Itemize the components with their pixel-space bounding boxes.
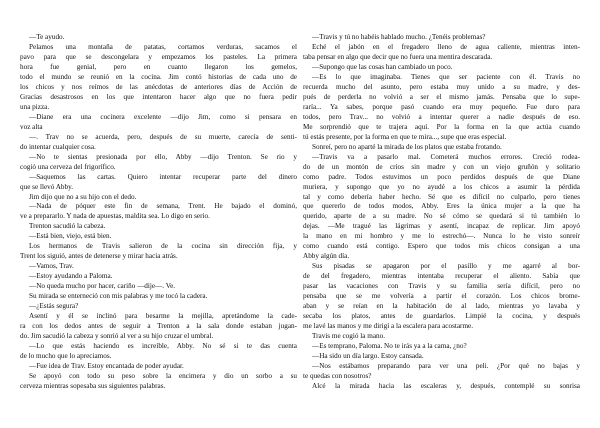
text-line: do. Jim sacudió la cabeza y sonrió al ver a su hijo cruzar el umbral. bbox=[20, 332, 214, 341]
text-line: pavo para que se descongelara y empezamos los pasteles. La primera bbox=[20, 52, 297, 61]
text-line: —Te ayudo. bbox=[29, 33, 65, 41]
text-line: Los hermanos de Travis salieron de la cocina sin dirección fija, y bbox=[29, 242, 297, 251]
text-line: Abby algún día. bbox=[303, 252, 350, 261]
text-line: hora fue genial, pero en cuanto llegaron los gemelos, bbox=[20, 62, 297, 71]
text-line: voz alta bbox=[20, 122, 43, 131]
text-line: Travis me cogió la mano. bbox=[312, 332, 385, 341]
text-line: Gracias desastrosos en los que intentaron hacer algo que no fuera pedir bbox=[20, 92, 297, 101]
text-line: Me sorprendió que te trajera aquí. Por la forma en la que actúa cuando bbox=[303, 122, 580, 131]
text-line: Asentí y él se inclinó para besarme la mejilla, apretándome la cade- bbox=[29, 312, 297, 321]
text-line: ra con los dedos antes de seguir a Trenton a la sala donde estaban jugan- bbox=[20, 322, 297, 331]
text-line: recuerda mucho del asunto, pero estaba muy unido a su madre, y des- bbox=[303, 82, 580, 91]
text-line: —¿Estás segura? bbox=[29, 302, 79, 311]
text-line: ve a prepararlo. Y nada de apuestas, maldita sea. Lo digo en serio. bbox=[20, 212, 210, 221]
text-line: —Fue idea de Trav. Estoy encantada de poder ayudar. bbox=[29, 361, 184, 370]
text-line: —Nos estábamos preparando para ver una peli. ¿Por qué no bajas y bbox=[312, 361, 580, 370]
text-line: tú estás presente, por la forma en que te mira..., supe que eras especial. bbox=[303, 132, 507, 141]
text-line: Eché el jabón en el fregadero lleno de agua caliente, mientras inten- bbox=[312, 42, 580, 51]
text-line: Sonreí, pero no aparté la mirada de los platos que estaba frotando. bbox=[312, 142, 502, 151]
text-line: pués de perderla no volvió a ser el mismo jamás. Pensaba que lo supe- bbox=[303, 92, 580, 101]
text-line: secaba los platos, antes de guardarlos. Limpié la cocina, y después bbox=[303, 312, 580, 321]
text-line: de lo mucho que lo apreciamos. bbox=[20, 352, 112, 360]
text-line: cogió una cerveza del frigorífico. bbox=[20, 162, 116, 171]
text-line: —. Trav no se acuerda, pero, después de su muerte, carecía de senti- bbox=[29, 132, 297, 141]
text-line: —Está bien, viejo, está bien. bbox=[29, 232, 112, 241]
text-line: taba pensar en algo que decir que no fuera una mentira descarada. bbox=[303, 52, 493, 61]
text-line: que se llevó Abby. bbox=[20, 182, 74, 191]
text-line: do de un montón de críos sin madre y con un viejo gruñón y solitario bbox=[303, 162, 580, 171]
text-line: muriera, y supongo que yo no ayudé a los chicos a asumir la pérdida bbox=[303, 182, 580, 191]
text-line: la mano en mi hombro y me lo estrechó—. Nunca lo he visto sonreír bbox=[303, 232, 580, 241]
text-line: —Travis y tú no habéis hablado mucho. ¿Tenéis problemas? bbox=[312, 33, 486, 41]
text-line: do intentar cualquier cosa. bbox=[20, 142, 96, 151]
text-line: aban y se reían en la habitación de al lado, mientras yo lavaba y bbox=[303, 302, 580, 311]
text-line: una pizza. bbox=[20, 102, 50, 111]
right-page bbox=[303, 33, 580, 423]
text-line: te quedas con nosotros? bbox=[303, 371, 372, 380]
text-line: todo el mundo se reunió en la cocina. Jim contó historias de cada uno de bbox=[20, 72, 297, 81]
text-line: como padre. Todos estuvimos un poco perdidos después de que Diane bbox=[303, 172, 580, 181]
text-line: querido, aparte de a su madre. No sé cómo se quedará si tú también lo bbox=[303, 212, 580, 221]
text-line: Trenton sacudió la cabeza. bbox=[29, 222, 106, 231]
text-line: que quererlo de todos modos, Abby. Eres la única mujer a la que ha bbox=[303, 202, 580, 211]
left-page bbox=[20, 33, 297, 423]
text-line: Jim dijo que no a su hijo con el dedo. bbox=[29, 192, 137, 201]
text-line: —No te sientas presionada por ello, Abby —dijo Trenton. Se rio y bbox=[29, 152, 297, 161]
text-line: cerveza mientras sopesaba sus siguientes palabras. bbox=[20, 381, 166, 390]
text-line: —Vamos, Trav. bbox=[29, 262, 74, 271]
text-line: —Diane era una cocinera excelente —dijo Jim, como si pensara en bbox=[29, 112, 297, 121]
text-line: tal y como debería haber hecho. Sé que es difícil no culparlo, pero tienes bbox=[303, 192, 580, 201]
text-line: —Saquemos las cartas. Quiero intentar recuperar parte del dinero bbox=[29, 172, 297, 181]
text-line: como cuando está contigo. Espero que todos mis chicos consigan a una bbox=[303, 242, 580, 251]
text-line: —Es temprano, Paloma. No te irás ya a la cama, ¿no? bbox=[312, 342, 467, 351]
text-line: dejas. —Me tragué las lágrimas y asentí, incapaz de replicar. Jim apoyó bbox=[303, 222, 580, 231]
text-line: —Nada de póquer este fin de semana, Trent. He bajado el dominó, bbox=[29, 202, 297, 211]
text-line: Su mirada se enterneció con mis palabras y me tocó la cadera. bbox=[29, 292, 208, 301]
text-line: Se apoyó con todo su peso sobre la encimera y dio un sorbo a su bbox=[29, 371, 297, 380]
text-line: —No queda mucho por hacer, cariño —dije—. Ve. bbox=[29, 282, 176, 291]
text-line: pensaba que se me volvería a partir el corazón. Los chicos brome- bbox=[303, 292, 580, 301]
text-line: —Estoy ayudando a Paloma. bbox=[29, 272, 113, 281]
text-line: Sus pisadas se apagaron por el pasillo y me agarré al bor- bbox=[312, 262, 580, 271]
text-line: —Lo que estás haciendo es increíble, Abby. No sé si te das cuenta bbox=[29, 342, 297, 351]
text-line: Alcé la mirada hacia las escaleras y, después, contemplé su sonrisa bbox=[312, 381, 580, 390]
text-line: —Supongo que las cosas han cambiado un poco. bbox=[312, 62, 453, 71]
text-line: Trent los siguió, antes de detenerse y mirar hacia atrás. bbox=[20, 252, 178, 261]
text-line: me lavé las manos y me dirigí a la escalera para acostarme. bbox=[303, 322, 474, 331]
text-line: todos, pero Trav... no volvió a intentar querer a nadie después de eso. bbox=[303, 112, 580, 121]
text-line: de del fregadero, mientras intentaba recuperar el aliento. Sabía que bbox=[303, 272, 580, 281]
text-line: —Travis va a pasarlo mal. Cometerá muchos errores. Creció rodea- bbox=[312, 152, 580, 161]
text-line: —Es lo que imaginaba. Tienes que ser paciente con él. Travis no bbox=[312, 72, 580, 81]
text-line: Pelamos una montaña de patatas, cortamos verduras, sacamos el bbox=[29, 42, 297, 51]
text-line: —Ha sido un día largo. Estoy cansada. bbox=[312, 352, 424, 360]
text-line: los chicos y nos reímos de las anécdotas de anteriores días de Acción de bbox=[20, 82, 297, 91]
text-line: raría... Ya sabes, porque pasó cuando era muy pequeño. Fue duro para bbox=[303, 102, 580, 111]
text-line: pasar las vacaciones con Travis y su familia sería difícil, pero no bbox=[303, 282, 580, 291]
